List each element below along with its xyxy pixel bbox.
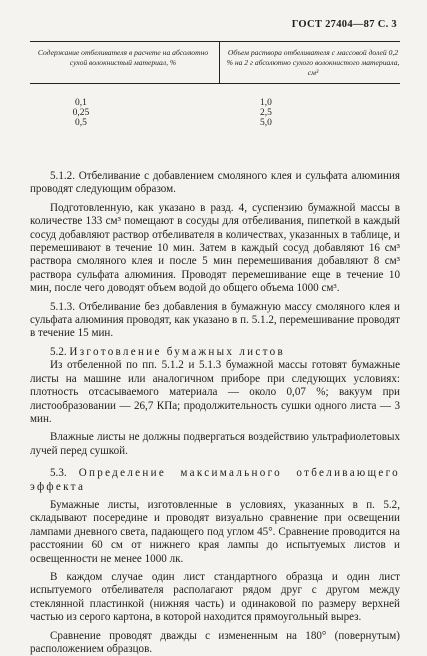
table-cell: 1,0 bbox=[259, 98, 272, 108]
paragraph: Подготовленную, как указано в разд. 4, суспензию бумажной массы в количестве 133 см³ помещают в сосуды для отбеливания, пипеткой в каждый сосуд добавляют раствор отбеливателя в количествах, указанных в таблице, и перемешивают в течение 10 мин. Затем в каждый сосуд добавляют 16 см³ раствора смоляного клея и после 5 мин перемешивания добавляют 8 см³ раствора сульфата алюминия. Проводят перемешивание еще в течение 10 мин, после чего доводят объем водой до общего объема 1000 см³. bbox=[30, 201, 400, 295]
section-number: 5.3. bbox=[50, 467, 67, 480]
section-heading bbox=[30, 467, 400, 494]
paragraph: Влажные листы не должны подвергаться воздействию ультрафиолетовых лучей перед сушкой. bbox=[30, 431, 400, 457]
table-cell: 5,0 bbox=[259, 118, 272, 128]
document-body bbox=[30, 170, 400, 656]
table-column-content bbox=[30, 98, 132, 128]
table-header-volume: Объем раствора отбеливателя с массовой долей 0,2 % на 2 г абсолютно сухого волокнистого материала, см³ bbox=[226, 48, 400, 77]
section-number: 5.2. bbox=[50, 345, 67, 358]
paragraph: Бумажные листы, изготовленные в условиях, указанных в п. 5.2, складывают посередине и проводят визуально сравнение при освещении лампами дневного света, падающего под углом 45°. Сравнение проводится на расстоянии 60 см от нижнего края лампы до испытуемых листов и освещенности не менее 1000 лк. bbox=[30, 498, 400, 565]
paragraph: Из отбеленной по пп. 5.1.2 и 5.1.3 бумажной массы готовят бумажные листы на машине или аналогичном приборе при следующих условиях: плотность отсасываемого материала — около 0,07 %; вакуум при листообразовании — 26,7 КПа; продолжительность сушки одного листа — 3 мин. bbox=[30, 359, 400, 425]
paragraph: 5.1.3. Отбеливание без добавления в бумажную массу смоляного клея и сульфата алюминия проводят, как указано в п. 5.1.2, перемешивание проводят в течение 15 мин. bbox=[30, 300, 400, 340]
table-cell: 0,5 bbox=[74, 118, 87, 128]
paragraph: В каждом случае один лист стандартного образца и один лист испытуемого отбеливателя располагают рядом друг с другом между стеклянной пластинкой (нижняя часть) и одинаковой по размеру верхней частью из серого картона, в которой находится прямоугольный вырез. bbox=[30, 570, 400, 624]
table-cell: 2,5 bbox=[259, 108, 272, 118]
table-cell: 0,1 bbox=[74, 98, 87, 108]
paragraph: 5.1.2. Отбеливание с добавлением смоляного клея и сульфата алюминия проводят следующим образом. bbox=[30, 170, 400, 196]
page-header: ГОСТ 27404—87 С. 3 bbox=[291, 19, 397, 30]
table-body bbox=[30, 84, 400, 128]
table-cell: 0,25 bbox=[72, 108, 90, 118]
table-header-content: Содержание отбеливателя в расчете на абсолютно сухой волокнистый материал, % bbox=[30, 42, 220, 83]
table-header-row bbox=[30, 42, 400, 83]
section-heading bbox=[30, 346, 400, 359]
section-title: Изготовление бумажных листов bbox=[69, 345, 286, 358]
blending-table bbox=[30, 41, 400, 128]
paragraph: Сравнение проводят дважды с измененным на 180° (повернутым) расположением образцов. bbox=[30, 629, 400, 655]
section-title: Определение максимального отбеливающего эффекта bbox=[30, 467, 400, 493]
table-column-volume bbox=[132, 98, 400, 128]
